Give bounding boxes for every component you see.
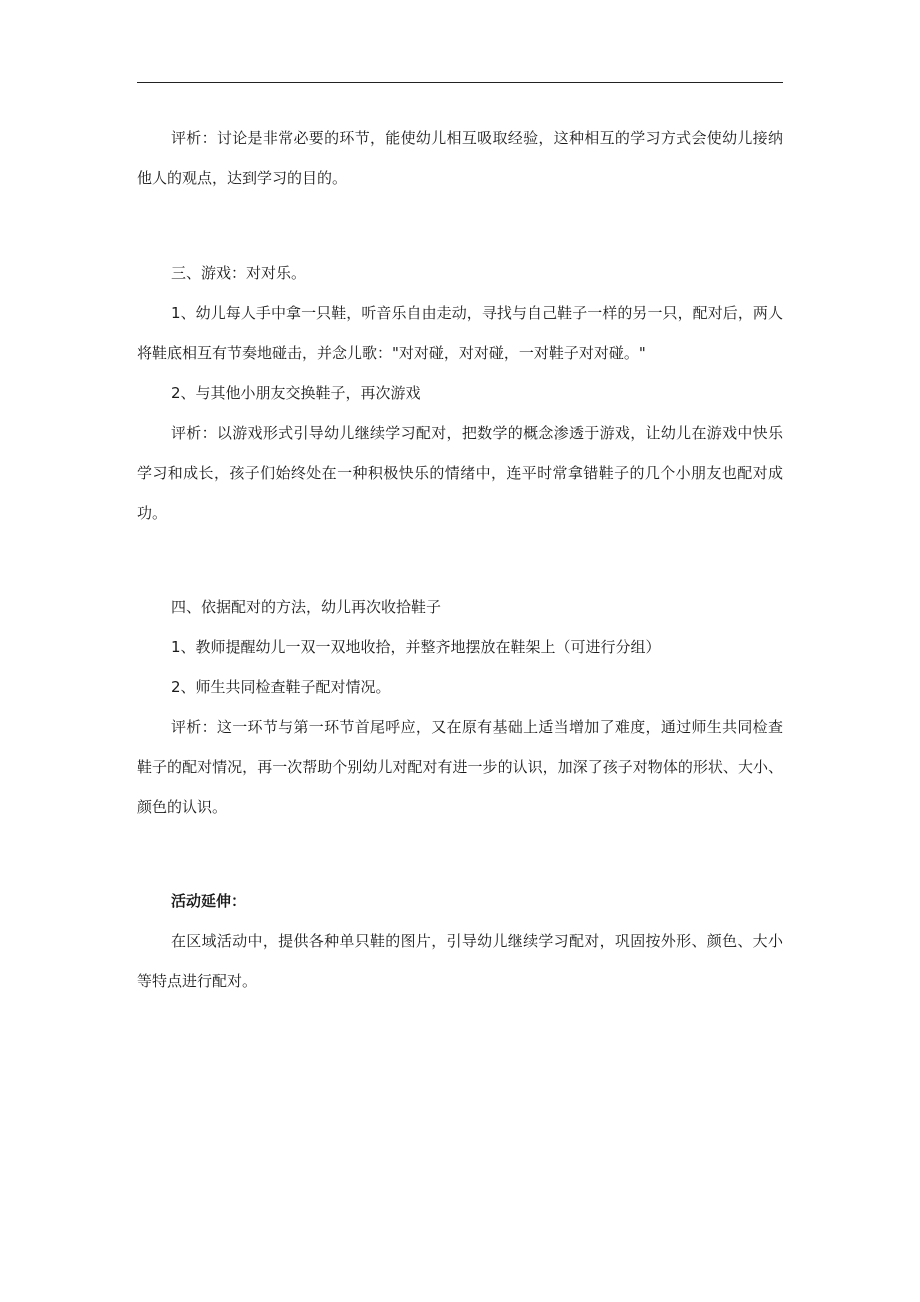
section-gap xyxy=(137,827,783,881)
document-body xyxy=(137,118,783,1001)
paragraph-game-step-1: 1、幼儿每人手中拿一只鞋，听音乐自由走动，寻找与自己鞋子一样的另一只，配对后，两人将鞋底相互有节奏地碰击，并念儿歌："对对碰，对对碰，一对鞋子对对碰。" xyxy=(137,304,783,362)
paragraph-game-review: 评析：以游戏形式引导幼儿继续学习配对，把数学的概念渗透于游戏，让幼儿在游戏中快乐学习和成长，孩子们始终处在一种积极快乐的情绪中，连平时常拿错鞋子的几个小朋友也配对成功。 xyxy=(137,424,783,522)
section-heading-extension: 活动延伸： xyxy=(171,892,247,910)
section-heading-tidy: 四、依据配对的方法，幼儿再次收拾鞋子 xyxy=(171,598,442,616)
paragraph-tidy-review: 评析：这一环节与第一环节首尾呼应，又在原有基础上适当增加了难度，通过师生共同检查鞋子的配对情况，再一次帮助个别幼儿对配对有进一步的认识，加深了孩子对物体的形状、大小、颜色的认识。 xyxy=(137,718,783,816)
section-gap xyxy=(137,533,783,587)
paragraph-tidy-step-1: 1、教师提醒幼儿一双一双地收拾，并整齐地摆放在鞋架上（可进行分组） xyxy=(171,638,661,656)
paragraph-game-step-2: 2、与其他小朋友交换鞋子，再次游戏 xyxy=(171,384,421,402)
section-heading-game: 三、游戏：对对乐。 xyxy=(171,264,307,282)
paragraph-tidy-step-2: 2、师生共同检查鞋子配对情况。 xyxy=(171,678,391,696)
header-rule xyxy=(137,82,783,83)
paragraph-discussion-review: 评析：讨论是非常必要的环节，能使幼儿相互吸取经验，这种相互的学习方式会使幼儿接纳他人的观点，达到学习的目的。 xyxy=(137,129,783,187)
paragraph-extension: 在区域活动中，提供各种单只鞋的图片，引导幼儿继续学习配对，巩固按外形、颜色、大小等特点进行配对。 xyxy=(137,932,783,990)
section-gap xyxy=(137,198,783,253)
